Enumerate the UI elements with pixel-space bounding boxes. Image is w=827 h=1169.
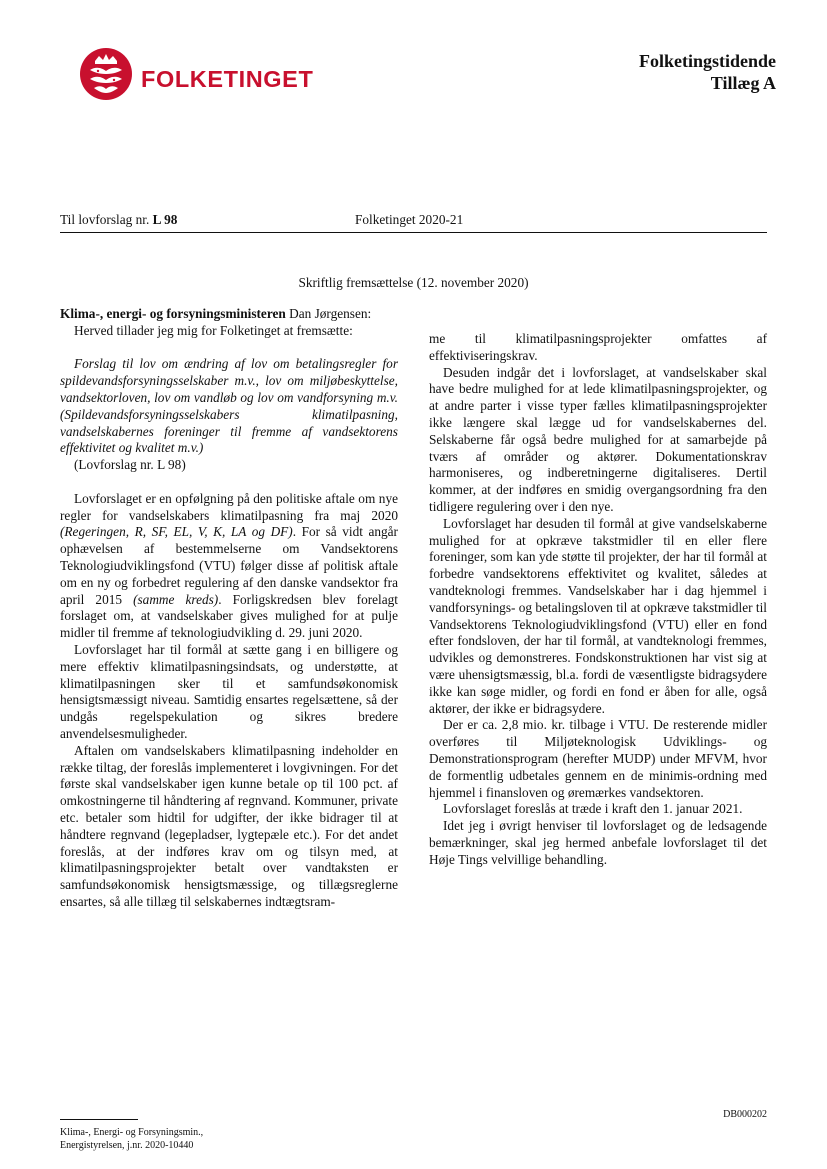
footnote-line: Klima-, Energi- og Forsyningsmin., — [60, 1127, 204, 1138]
paragraph: Idet jeg i øvrigt henviser til lovforslaget og de ledsagende bemærkninger, skal jeg hermed anbefale lovforslaget til det Høje Tings velvillige behandling. — [429, 818, 767, 867]
page-subtitle: Skriftlig fremsættelse (12. november 2020) — [298, 275, 529, 290]
crown-seal-icon — [78, 46, 134, 102]
session: Folketinget 2020-21 — [355, 212, 464, 227]
masthead — [639, 50, 776, 94]
paragraph: Lovforslaget har til formål at sætte gang i en billigere og mere effektiv klimatilpasningsindsats, og understøtte, at klimatilpasningen sker til et samfundsøkonomisk hensigtsmæssigt niveau. Samtidig ensartes regelsættene, så der undgås regelspekulation og sikres bredere anvendelsesmuligheder. — [60, 641, 398, 741]
bill-reference — [60, 212, 177, 228]
footnote — [60, 1126, 203, 1152]
same-circle-italic: (samme kreds) — [133, 591, 219, 607]
footnote-divider — [60, 1119, 138, 1120]
text-span: . Forligskredsen blev forelagt forslaget om, at vandselskaber gives mulighed for at pulje midler til fremme af teknologiudvikling d. 29. juni 2020. — [60, 591, 398, 641]
bill-title: Forslag til lov om ændring af lov om betalingsregler for spildevandsforsyningsselskaber m.v., lov om miljøbeskyttelse, vandsektorloven, lov om vandløb og lov om vandforsyning m.v. (Spildevandsforsyningsselskabers klimatilpasning, vandselskabernes foreninger til fremme af vandsektorens effektivitet og kvalitet m.v.) — [60, 356, 398, 456]
paragraph — [60, 491, 398, 642]
paragraph: Herved tillader jeg mig for Folketinget at fremsætte: — [74, 322, 353, 338]
paragraph: Der er ca. 2,8 mio. kr. tilbage i VTU. De resterende midler overføres til Miljøteknologisk Udviklings- og Demonstrationsprogram (herefter MUDP) under MFVM, hvor de formentlig udbetales gennem en de minimis-ordning med hjemmel i finansloven og øremærkes vandsektoren. — [429, 717, 767, 800]
left-column — [60, 306, 398, 911]
folketinget-logo — [78, 46, 318, 112]
bill-prefix: Til lovforslag nr. — [60, 212, 153, 227]
document-code: DB000202 — [723, 1109, 767, 1120]
bill-number: L 98 — [152, 212, 178, 227]
bill-number-note: (Lovforslag nr. L 98) — [74, 457, 186, 473]
paragraph: Aftalen om vandselskabers klimatilpasning indeholder en række tiltag, der foreslås implementeret i lovgivningen. For det første skal vandselskaber igen kunne betale op til 100 pct. af omkostningerne til håndtering af regnvand. Kommuner, private etc. betaler som hidtil for udgifter, der ikke bidrager til at håndtere regnvand (legepladser, lygtepæle etc.). For det andet foreslås, at der indføres krav om og tilsyn med, at klimatilpasningsprojekter betalt over vandtaksten er samfundsøkonomisk hensigtsmæssige, og tillægsreglerne ensartes, så alle tillæg til selskabernes indtægtsram- — [60, 742, 398, 909]
logo-wordmark: FOLKETINGET — [141, 66, 314, 92]
minister-line — [60, 306, 398, 323]
paragraph: Lovforslaget foreslås at træde i kraft den 1. januar 2021. — [443, 801, 743, 817]
minister-title: Klima-, energi- og forsyningsministeren — [60, 306, 286, 321]
masthead-subtitle: Tillæg A — [710, 73, 776, 93]
footnote-line: Energistyrelsen, j.nr. 2020-10440 — [60, 1140, 194, 1151]
paragraph: Desuden indgår det i lovforslaget, at vandselskaber skal have bedre mulighed for at lede klimatilpasningsprojekter, og at andre parter i visse typer fælles klimatilpasningsprojekter ikke længere skal lægge ud for vandselskabernes del. Selskaberne får også bedre mulighed for at samarbejde på tværs af områder og aktører. Dokumentationskrav harmoniseres, og indberetningerne digitaliseres. Dertil kommer, at der indføres en smidig overgangsordning fra den tidligere regulering over i den nye. — [429, 364, 767, 514]
paragraph: me til klimatilpasningsprojekter omfattes af effektiviseringskrav. — [429, 331, 767, 363]
paragraph: Lovforslaget har desuden til formål at give vandselskaberne mulighed for at opkræve takstmidler til en eller flere foreninger, som kan yde støtte til projekter, der har til formål at forbedre vandsektorens effektivitet og kvalitet, således at vandteknologi fremmes. Vandselskaber har i dag hjemmel i vandforsynings- og betalingsloven til at opkræve takstmidler til Vandsektorens Teknologiudviklingsfond (VTU) eller en fond efter fondsloven, der har til formål, at vandteknologi fremmes, udvikles og demonstreres. Fondskonstruktionen har vist sig at være uhensigtsmæssig, bl.a. fordi de væsentligste bidragsydere ikke kan søge midler, og fordi en fond er åben for alle, også aktører, der ikke er bidragsydere. — [429, 515, 767, 716]
text-span: . For så vidt angår ophævelsen af bestemmelserne om Vandsektorens Teknologiudviklingsfond (VTU) følger disse af politisk aftale om en ny og forbedret regulering af den danske vandsektor fra april 2015 — [60, 524, 398, 607]
minister-name: Dan Jørgensen: — [285, 306, 372, 321]
header-divider — [60, 232, 767, 233]
masthead-title: Folketingstidende — [638, 51, 776, 71]
right-column — [429, 331, 767, 869]
text-span: Lovforslaget er en opfølgning på den politiske aftale om nye regler for vandselskabers klimatilpasning fra maj 2020 — [60, 490, 398, 523]
parties-italic: (Regeringen, R, SF, EL, V, K, LA og DF) — [60, 524, 293, 540]
